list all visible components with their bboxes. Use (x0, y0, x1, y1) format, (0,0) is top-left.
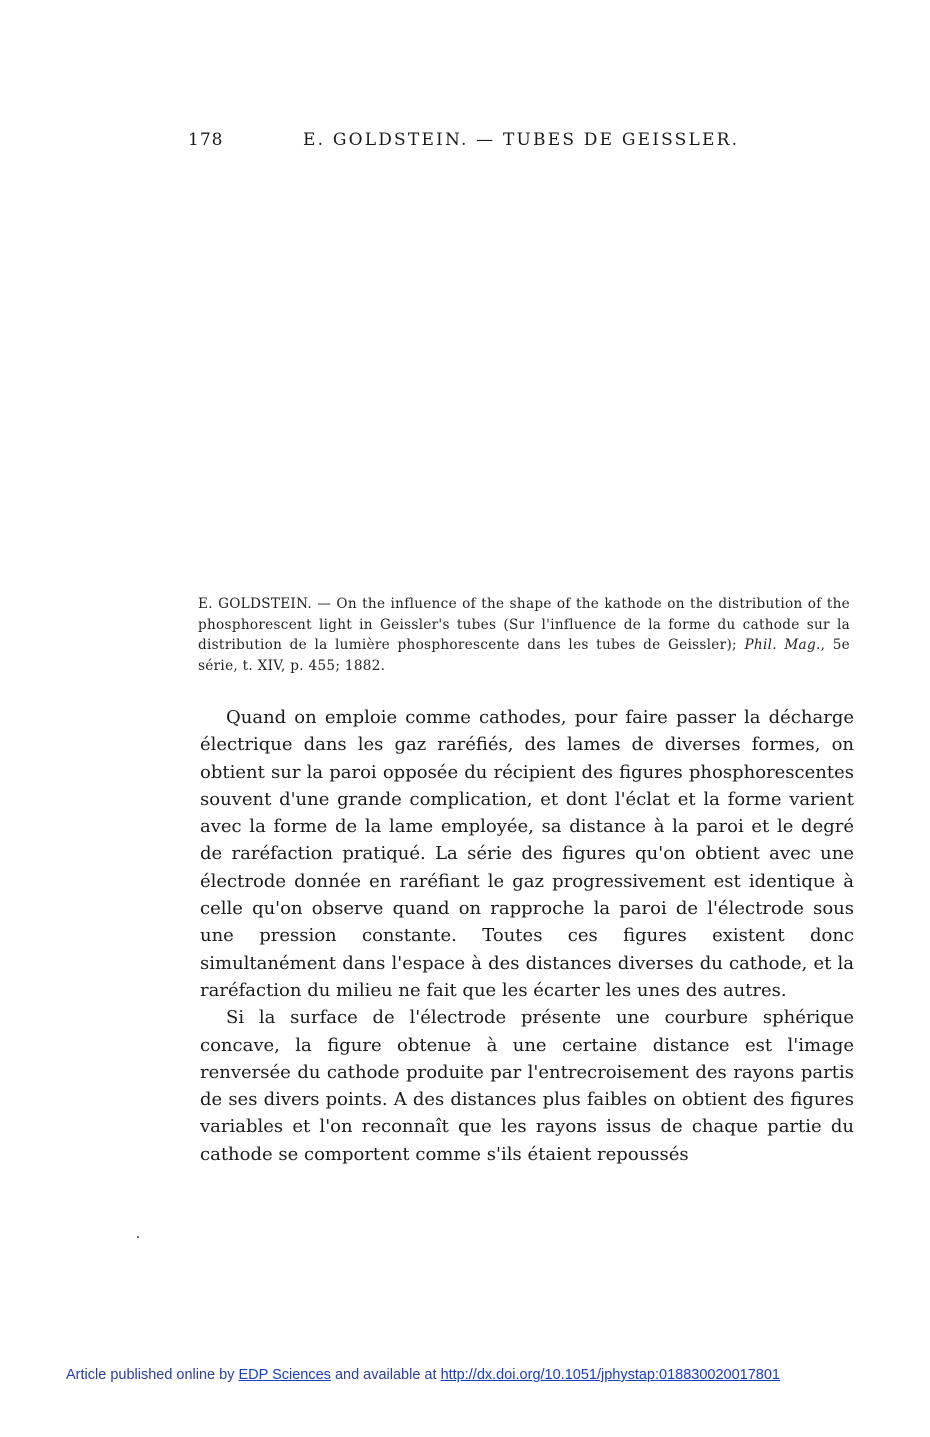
running-head: E. GOLDSTEIN. — TUBES DE GEISSLER. (303, 130, 740, 150)
doi-link[interactable]: http://dx.doi.org/10.1051/jphystap:018830020017801 (440, 1367, 780, 1383)
reference-text: E. GOLDSTEIN. — On the influence of the shape of the kathode on the distribution of the phosphorescent light in Geissler's tubes (Sur l'influence de la forme du cathode sur la distribution de la lumière phosphorescente dans les tubes de Geissler); (198, 596, 850, 653)
body-paragraph-1: Quand on emploie comme cathodes, pour faire passer la décharge électrique dans les gaz raréfiés, des lames de diverses formes, on obtient sur la paroi opposée du récipient des figures phosphorescentes souvent d'une grande complication, et dont l'éclat et la forme varient avec la forme de la lame employée, sa distance à la paroi et le degré de raréfaction pratiqué. La série des figures qu'on obtient avec une électrode donnée en raréfiant le gaz progressivement est identique à celle qu'on observe quand on rapproche la paroi de l'électrode sous une pression constante. Toutes ces figures existent donc simultanément dans l'espace à des distances diverses du cathode, et la raréfaction du milieu ne fait que les écarter les unes des autres. (200, 707, 854, 1001)
reference-details: , 5e série, t. XIV, p. 455; 1882. (198, 637, 850, 674)
body-paragraph-2: Si la surface de l'électrode présente une courbure sphérique concave, la figure obtenue à une certaine distance est l'image renversée du cathode produite par l'entrecroisement des rayons partis de ses divers points. A des distances plus faibles on obtient des figures variables et l'on reconnaît que les rayons issus de chaque partie du cathode se comportent comme s'ils étaient repoussés (200, 1007, 854, 1165)
stray-mark (137, 1236, 139, 1238)
bibliographic-reference (198, 594, 850, 676)
footer-prefix: Article published online by (66, 1367, 239, 1383)
reference-journal: Phil. Mag. (744, 637, 821, 653)
publisher-link[interactable]: EDP Sciences (238, 1367, 331, 1383)
article-body (200, 704, 854, 1168)
footer-middle: and available at (330, 1367, 441, 1383)
page-number: 178 (188, 130, 224, 150)
footer-notice (66, 1367, 780, 1383)
